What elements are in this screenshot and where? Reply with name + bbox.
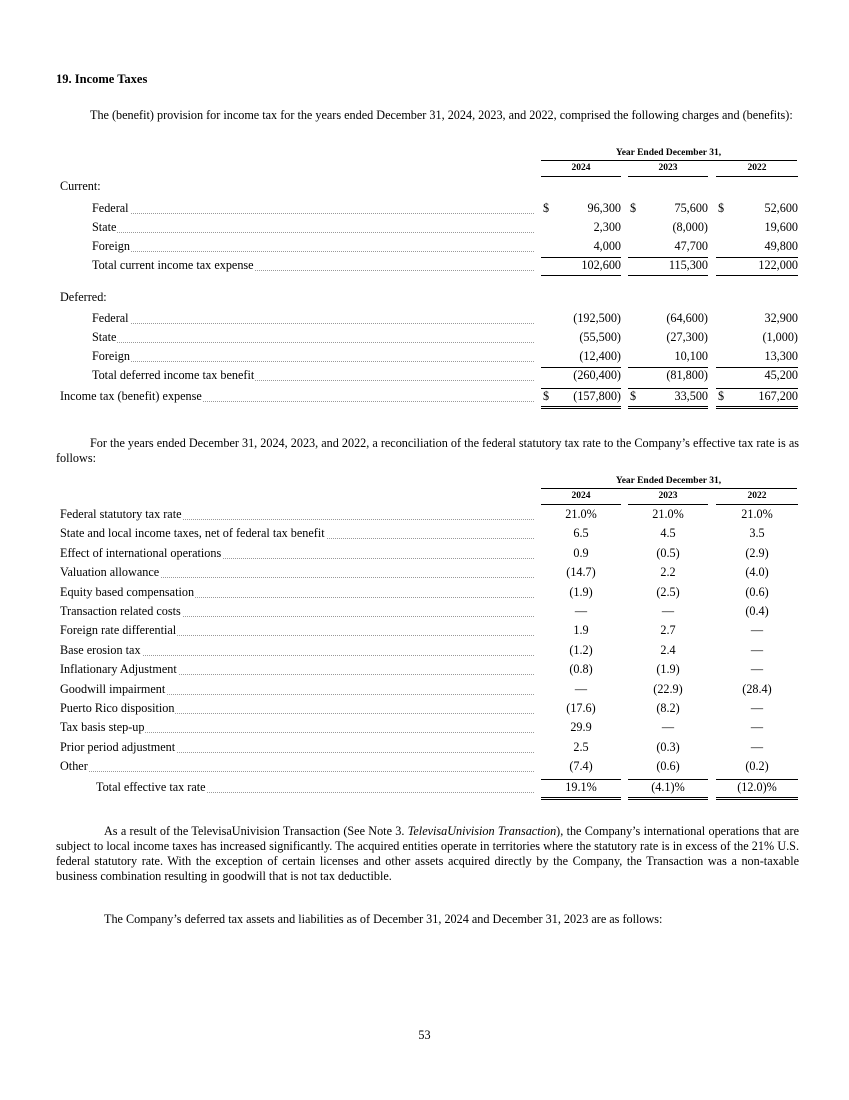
currency-symbol: $ xyxy=(543,201,550,215)
subtotal-rule xyxy=(716,275,798,276)
reconciliation-row-value-1: (0.5) xyxy=(656,545,680,560)
reconciliation-row-value-2: (4.0) xyxy=(745,565,769,580)
table1-year-rule xyxy=(628,176,708,177)
dot-leader xyxy=(92,232,534,233)
reconciliation-row-value-1: (0.6) xyxy=(656,759,680,774)
reconciliation-row xyxy=(56,740,800,758)
section-title: 19. Income Taxes xyxy=(56,72,148,86)
effective-rate-total-row-value-1: (4.1)% xyxy=(651,779,685,794)
reconciliation-row xyxy=(56,662,800,680)
deferred-row xyxy=(56,311,800,329)
income-tax-total-row-value-2: 167,200 xyxy=(758,389,798,403)
reconciliation-row-value-2: (0.2) xyxy=(745,759,769,774)
reconciliation-row-value-1: (22.9) xyxy=(653,681,683,696)
dot-leader xyxy=(92,213,534,214)
total-rule xyxy=(541,797,621,798)
reconciliation-row-label: Valuation allowance xyxy=(60,565,160,580)
current-row-value-2: 19,600 xyxy=(764,220,798,234)
total-deferred-row-value-2: 45,200 xyxy=(764,368,798,382)
currency-symbol: $ xyxy=(718,389,725,403)
table1-header-rule xyxy=(541,160,797,161)
reconciliation-row xyxy=(56,546,800,564)
subtotal-rule xyxy=(541,388,621,389)
reconciliation-row-value-0: — xyxy=(574,681,588,696)
currency-symbol: $ xyxy=(630,201,637,215)
subtotal-rule xyxy=(628,257,708,258)
reconciliation-row-value-2: — xyxy=(750,662,764,677)
deferred-row-label: Federal xyxy=(92,311,129,325)
deferred-row-value-2: (1,000) xyxy=(762,330,798,344)
televisa-text-2: ), the Company’s international operations that are subject to local income taxes has increased significantly. The acquired entities operate in territories where the statutory rate is in excess of the 21% U.S. federal statutory rate. With the exception of certain licenses and other assets acquired directly by the Company, the Transaction was a non-taxable business combination resulting in goodwill that is not tax deductible. xyxy=(56,824,799,883)
reconciliation-row-label: Equity based compensation xyxy=(60,584,195,599)
total-rule xyxy=(716,406,798,407)
deferred-row-label: State xyxy=(92,330,117,344)
total-deferred-row-value-1: (81,800) xyxy=(666,368,708,382)
reconciliation-row-value-2: (0.4) xyxy=(745,604,769,618)
reconciliation-row-value-2: — xyxy=(750,739,764,754)
reconciliation-row-value-0: (1.2) xyxy=(569,642,593,657)
table1-year-rule xyxy=(716,176,798,177)
reconciliation-row-value-0: 0.9 xyxy=(573,545,589,560)
reconciliation-row-value-1: 2.2 xyxy=(660,565,676,580)
reconciliation-row-label: Base erosion tax xyxy=(60,642,141,657)
reconciliation-row xyxy=(56,565,800,583)
effective-rate-total-row xyxy=(56,780,800,798)
deferred-row-value-2: 32,900 xyxy=(764,311,798,325)
total-rule xyxy=(628,406,708,407)
reconciliation-row-value-1: (0.3) xyxy=(656,739,680,754)
reconciliation-row-label: Inflationary Adjustment xyxy=(60,662,177,677)
deferred-row-value-1: (64,600) xyxy=(666,311,708,325)
reconciliation-row-value-2: (0.6) xyxy=(745,584,769,599)
deferred-row xyxy=(56,330,800,348)
reconciliation-row-value-2: (2.9) xyxy=(745,545,769,560)
televisa-text-italic: TelevisaUnivision Transaction xyxy=(407,824,557,838)
effective-rate-total-row-label: Total effective tax rate xyxy=(96,779,206,794)
table2-year-2023: 2023 xyxy=(658,491,678,501)
subtotal-rule xyxy=(628,367,708,368)
reconciliation-row xyxy=(56,604,800,622)
reconciliation-row xyxy=(56,759,800,777)
reconciliation-row-value-2: — xyxy=(750,701,764,715)
subtotal-rule xyxy=(628,779,708,780)
reconciliation-row xyxy=(56,526,800,544)
deferred-section-label: Deferred: xyxy=(60,290,107,304)
reconciliation-row xyxy=(56,720,800,738)
current-row-value-2: 52,600 xyxy=(764,201,798,215)
reconciliation-row-value-0: (7.4) xyxy=(569,759,593,774)
currency-symbol: $ xyxy=(543,389,550,403)
reconciliation-row-value-2: — xyxy=(750,720,764,735)
current-row-value-1: 75,600 xyxy=(674,201,708,215)
income-tax-total-row xyxy=(56,389,800,407)
reconciliation-row xyxy=(56,507,800,525)
currency-symbol: $ xyxy=(630,389,637,403)
effective-rate-total-row-value-0: 19.1% xyxy=(565,779,597,794)
reconciliation-row-value-0: (14.7) xyxy=(566,565,596,580)
subtotal-rule xyxy=(541,367,621,368)
total-rule xyxy=(541,406,621,407)
reconciliation-row-label: Prior period adjustment xyxy=(60,739,176,754)
table2-year-2024: 2024 xyxy=(571,491,591,501)
reconciliation-row xyxy=(56,701,800,719)
reconciliation-row-value-1: 4.5 xyxy=(660,526,676,541)
reconciliation-row-value-0: 2.5 xyxy=(573,739,589,754)
dot-leader xyxy=(92,323,534,324)
reconciliation-row-value-0: 29.9 xyxy=(570,720,592,735)
reconciliation-row xyxy=(56,643,800,661)
reconciliation-row-label: Goodwill impairment xyxy=(60,681,166,696)
current-row-value-2: 49,800 xyxy=(764,239,798,253)
reconciliation-row-value-2: — xyxy=(750,642,764,657)
reconciliation-row-value-0: (17.6) xyxy=(566,701,596,715)
subtotal-rule xyxy=(541,275,621,276)
table2-year-2022: 2022 xyxy=(747,491,767,501)
reconciliation-row xyxy=(56,623,800,641)
dot-leader xyxy=(92,361,534,362)
deferred-row-value-2: 13,300 xyxy=(764,349,798,363)
reconciliation-row-value-1: (2.5) xyxy=(656,584,680,599)
reconciliation-row-label: Other xyxy=(60,759,88,774)
deferred-row-value-0: (192,500) xyxy=(573,311,621,325)
subtotal-rule xyxy=(628,388,708,389)
income-tax-total-row-label: Income tax (benefit) expense xyxy=(60,389,202,403)
subtotal-rule xyxy=(716,257,798,258)
current-row-value-1: (8,000) xyxy=(672,220,708,234)
current-row-value-0: 4,000 xyxy=(593,239,621,253)
reconciliation-row-value-0: (0.8) xyxy=(569,662,593,677)
current-row-label: Federal xyxy=(92,201,129,215)
current-row xyxy=(56,220,800,238)
total-deferred-row-label: Total deferred income tax benefit xyxy=(92,368,255,382)
deferred-row-label: Foreign xyxy=(92,349,130,363)
reconciliation-row-label: Transaction related costs xyxy=(60,604,181,618)
table1-year-rule xyxy=(541,176,621,177)
current-row-value-0: 2,300 xyxy=(593,220,621,234)
total-deferred-row-value-0: (260,400) xyxy=(573,368,621,382)
reconciliation-row-value-0: 1.9 xyxy=(573,623,589,638)
reconciliation-row-value-0: (1.9) xyxy=(569,584,593,599)
reconciliation-row-value-1: 2.7 xyxy=(660,623,676,638)
reconciliation-row-label: Puerto Rico disposition xyxy=(60,701,175,715)
reconciliation-row-value-2: 3.5 xyxy=(749,526,765,541)
current-row xyxy=(56,201,800,219)
tax-rate-reconciliation-table xyxy=(56,473,800,813)
deferred-assets-text: The Company’s deferred tax assets and liabilities as of December 31, 2024 and December 31, 2023 are as follows: xyxy=(104,912,663,926)
deferred-row-value-1: 10,100 xyxy=(674,349,708,363)
total-rule xyxy=(628,408,708,409)
dot-leader xyxy=(60,771,534,772)
reconciliation-paragraph xyxy=(56,436,799,466)
reconciliation-row-value-1: 21.0% xyxy=(652,507,684,521)
deferred-assets-paragraph xyxy=(56,912,799,927)
total-current-row-value-2: 122,000 xyxy=(758,258,798,272)
current-row-label: Foreign xyxy=(92,239,130,253)
total-rule xyxy=(628,797,708,798)
reconciliation-row-value-0: 6.5 xyxy=(573,526,589,541)
table2-header-rule xyxy=(541,488,797,489)
reconciliation-row-value-1: (1.9) xyxy=(656,662,680,677)
table1-year-2022: 2022 xyxy=(747,163,767,173)
total-current-row-value-1: 115,300 xyxy=(668,258,708,272)
deferred-row-value-0: (55,500) xyxy=(579,330,621,344)
total-current-row-label: Total current income tax expense xyxy=(92,258,254,272)
total-rule xyxy=(716,799,798,800)
total-rule xyxy=(716,797,798,798)
intro-text: The (benefit) provision for income tax for the years ended December 31, 2024, 2023, and 2022, comprised the following charges and (benefits): xyxy=(90,108,793,122)
subtotal-rule xyxy=(541,257,621,258)
dot-leader xyxy=(92,342,534,343)
televisa-paragraph xyxy=(56,824,799,884)
reconciliation-row-value-2: 21.0% xyxy=(741,507,773,521)
reconciliation-row-label: Tax basis step-up xyxy=(60,720,145,735)
reconciliation-row xyxy=(56,585,800,603)
total-current-row xyxy=(56,258,800,276)
current-row-value-1: 47,700 xyxy=(674,239,708,253)
deferred-row-value-0: (12,400) xyxy=(579,349,621,363)
reconciliation-row-label: Foreign rate differential xyxy=(60,623,177,638)
table1-year-2023: 2023 xyxy=(658,163,678,173)
reconciliation-row-value-0: 21.0% xyxy=(565,507,597,521)
total-deferred-row xyxy=(56,368,800,386)
income-tax-total-row-value-0: (157,800) xyxy=(573,389,621,403)
subtotal-rule xyxy=(716,779,798,780)
televisa-text-1: As a result of the TelevisaUnivision Transaction (See Note 3. xyxy=(104,824,408,838)
reconciliation-row-value-0: — xyxy=(574,604,588,618)
table2-year-rule xyxy=(628,504,708,505)
total-current-row-value-0: 102,600 xyxy=(581,258,621,272)
reconciliation-row-value-1: — xyxy=(661,720,675,735)
total-rule xyxy=(716,408,798,409)
current-row xyxy=(56,239,800,257)
current-row-label: State xyxy=(92,220,117,234)
page-number: 53 xyxy=(418,1028,431,1042)
table2-year-rule xyxy=(716,504,798,505)
table1-header-title: Year Ended December 31, xyxy=(615,148,722,158)
reconciliation-row-value-1: (8.2) xyxy=(656,701,680,715)
effective-rate-total-row-value-2: (12.0)% xyxy=(737,779,777,794)
subtotal-rule xyxy=(716,367,798,368)
intro-paragraph xyxy=(56,108,799,123)
current-section-label: Current: xyxy=(60,179,101,193)
current-row-value-0: 96,300 xyxy=(587,201,621,215)
reconciliation-row-label: Federal statutory tax rate xyxy=(60,507,182,521)
reconciliation-row xyxy=(56,682,800,700)
reconciliation-row-value-1: 2.4 xyxy=(660,642,676,657)
subtotal-rule xyxy=(716,388,798,389)
reconciliation-row-value-2: (28.4) xyxy=(742,681,772,696)
table2-year-rule xyxy=(541,504,621,505)
reconciliation-row-value-2: — xyxy=(750,623,764,638)
income-tax-provision-table xyxy=(56,145,800,415)
reconciliation-row-value-1: — xyxy=(661,604,675,618)
total-rule xyxy=(541,799,621,800)
total-rule xyxy=(541,408,621,409)
subtotal-rule xyxy=(541,779,621,780)
reconciliation-row-label: Effect of international operations xyxy=(60,545,222,560)
total-rule xyxy=(628,799,708,800)
deferred-row-value-1: (27,300) xyxy=(666,330,708,344)
reconciliation-text: For the years ended December 31, 2024, 2023, and 2022, a reconciliation of the federal statutory tax rate to the Company’s effective tax rate is as follows: xyxy=(56,436,799,465)
subtotal-rule xyxy=(628,275,708,276)
deferred-row xyxy=(56,349,800,367)
income-tax-total-row-value-1: 33,500 xyxy=(674,389,708,403)
reconciliation-row-label: State and local income taxes, net of federal tax benefit xyxy=(60,526,325,541)
currency-symbol: $ xyxy=(718,201,725,215)
table2-header-title: Year Ended December 31, xyxy=(615,476,722,486)
dot-leader xyxy=(92,251,534,252)
table1-year-2024: 2024 xyxy=(571,163,591,173)
